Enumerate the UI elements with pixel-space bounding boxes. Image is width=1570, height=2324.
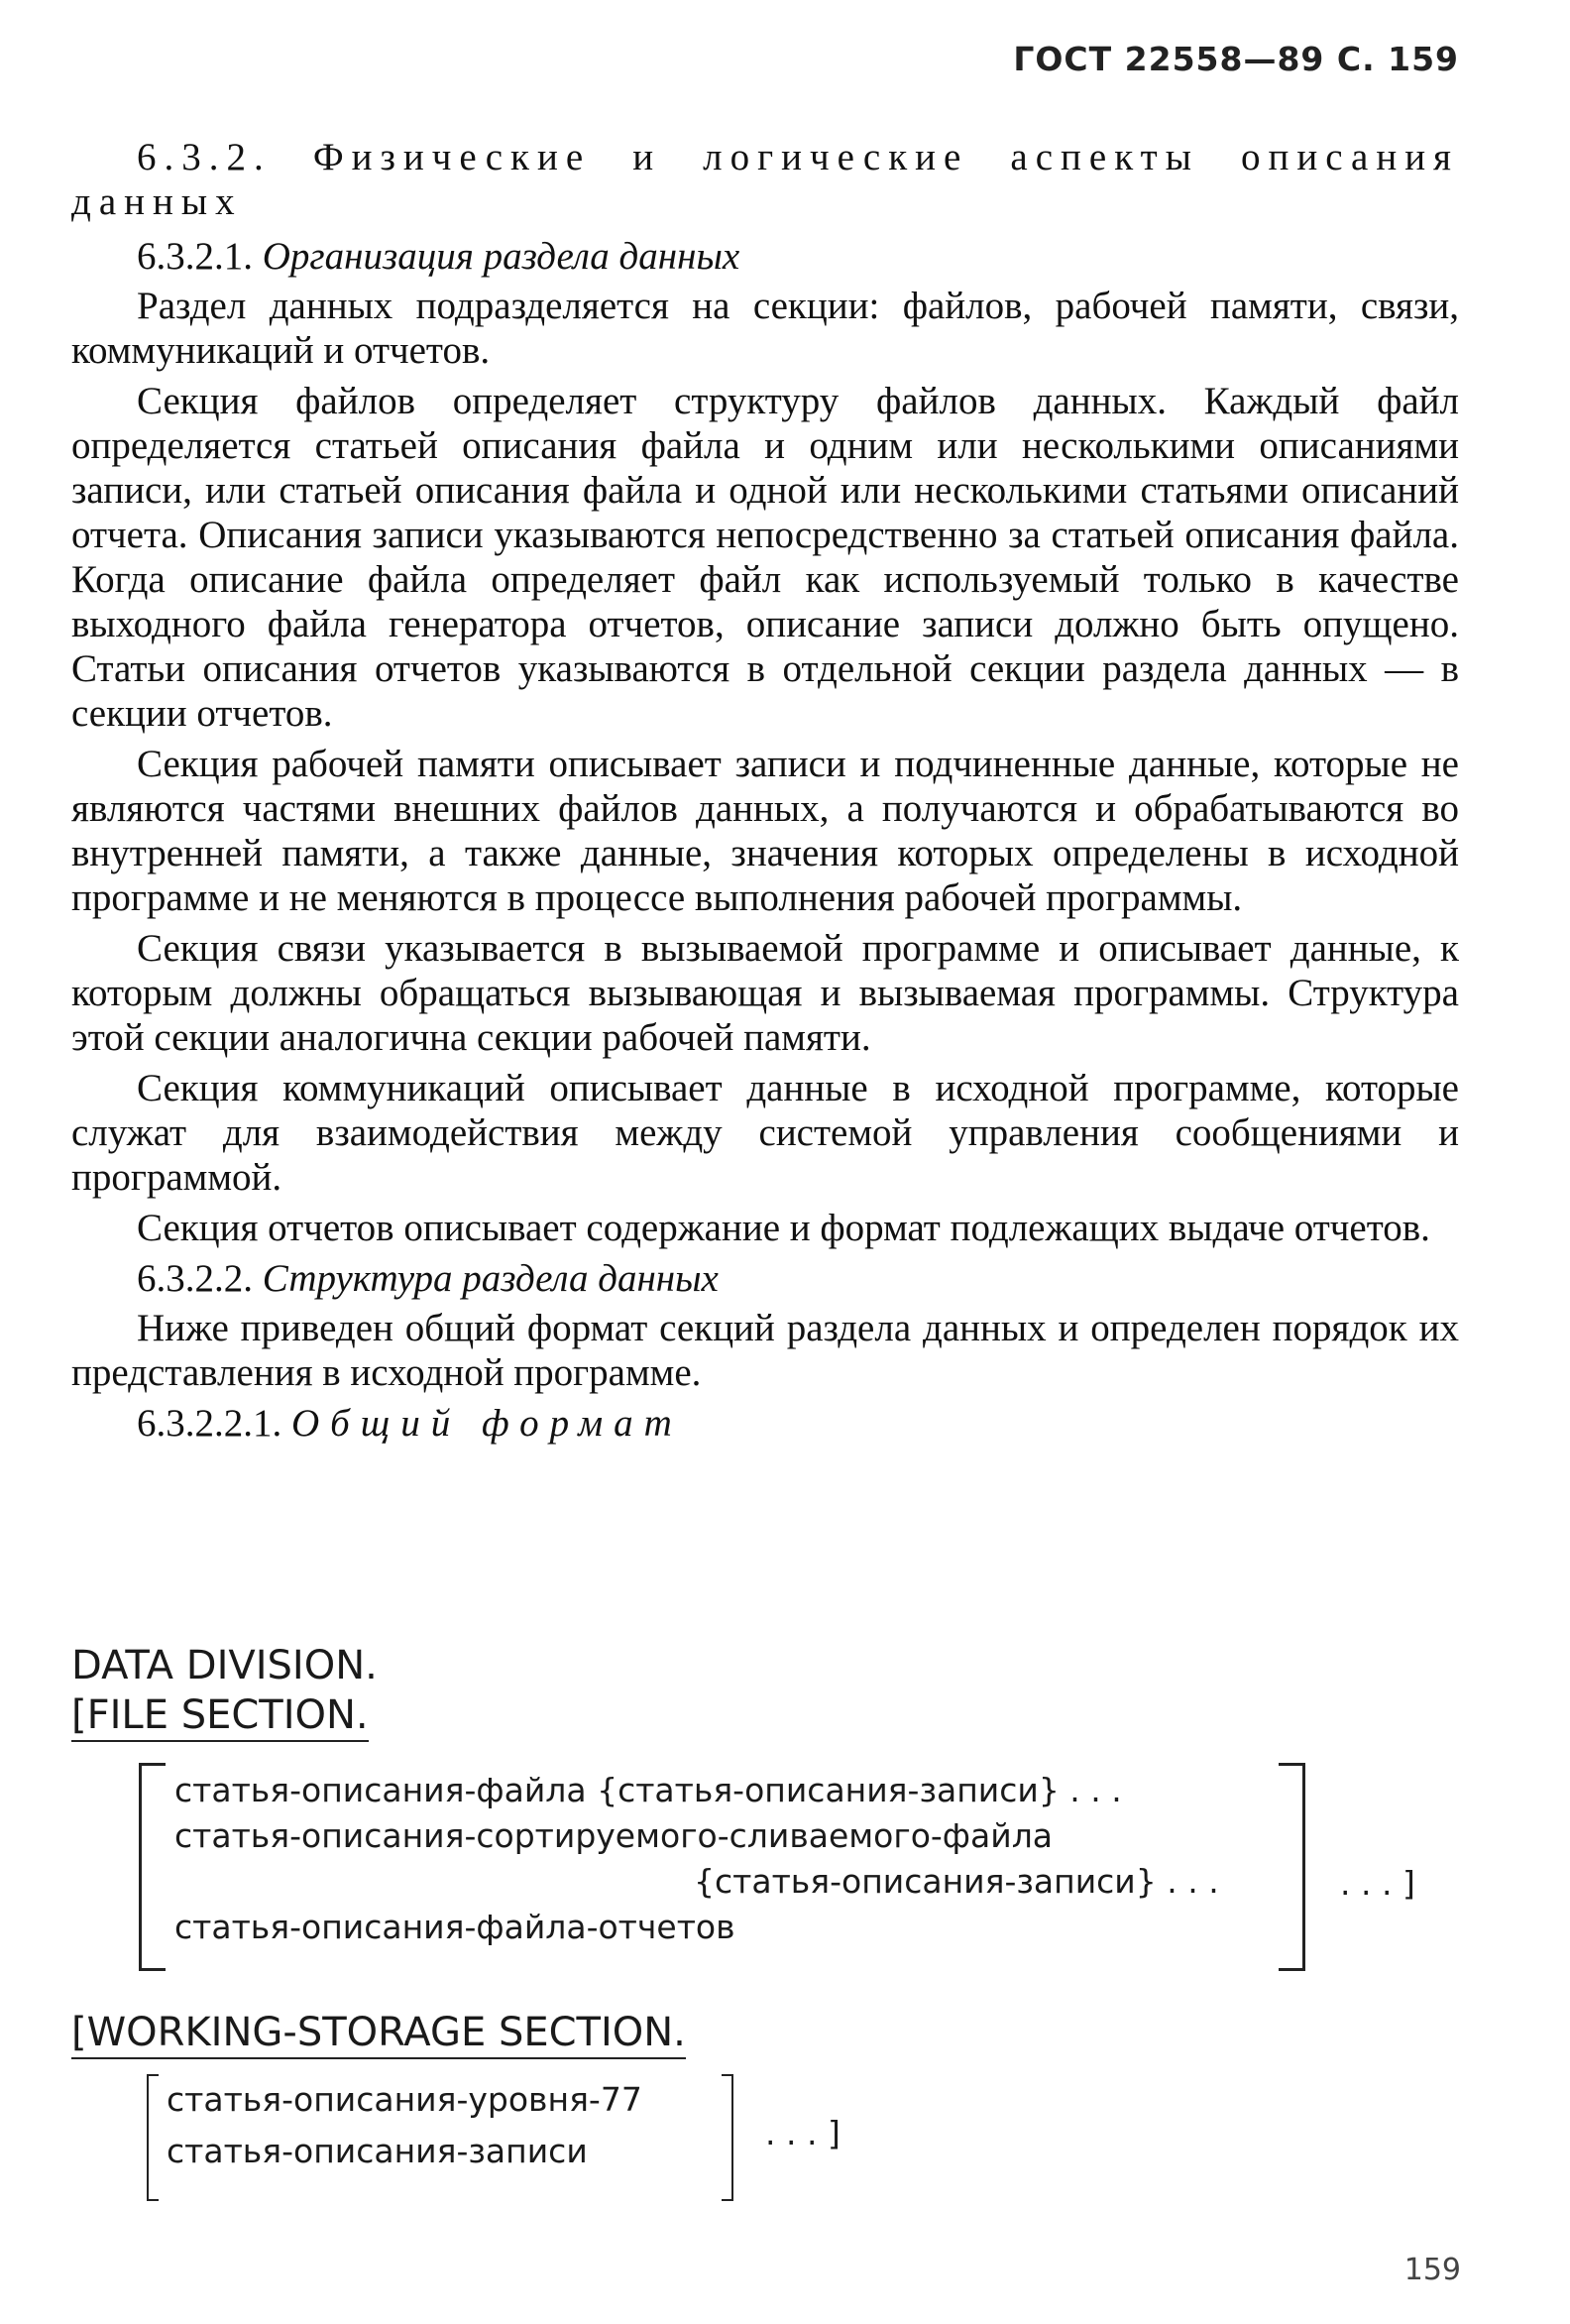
subsection-2-number: 6.3.2.2. <box>137 1257 253 1300</box>
file-right-bracket <box>1279 1763 1305 1971</box>
working-storage-keyword: WORKING-STORAGE SECTION. <box>86 2010 686 2055</box>
file-repeat-marker: . . . ] <box>1340 1864 1415 1903</box>
file-section-line <box>71 1691 369 1739</box>
file-line-2: статья-описания-сортируемого-сливаемого-файла <box>174 1816 1054 1855</box>
document-body <box>71 135 1459 1451</box>
paragraph-7: Ниже приведен общий формат секций раздела данных и определен порядок их представления в исходной программе. <box>71 1307 1459 1394</box>
subsection-3-number: 6.3.2.2.1. <box>137 1402 282 1445</box>
section-number: 6.3.2. <box>137 136 272 178</box>
page-header: ГОСТ 22558—89 С. 159 <box>1013 40 1459 78</box>
file-section-underline <box>71 1692 369 1742</box>
section-heading <box>71 135 1459 224</box>
paragraph-5: Секция коммуникаций описывает данные в исходной программе, которые служат для взаимодействия между системой управления сообщениями и программой. <box>71 1067 1459 1199</box>
ws-left-bracket <box>147 2074 159 2201</box>
ws-line-2: статья-описания-записи <box>167 2132 588 2170</box>
subsection-heading-2 <box>71 1256 1459 1302</box>
page-number: 159 <box>1403 2253 1461 2287</box>
working-storage-open-bracket: [ <box>71 2010 87 2055</box>
ws-repeat-marker: . . . ] <box>765 2114 841 2152</box>
subsection-2-title: Структура раздела данных <box>262 1257 719 1300</box>
subsection-heading-1 <box>71 234 1459 280</box>
paragraph-1: Раздел данных подразделяется на секции: файлов, рабочей памяти, связи, коммуникаций и отчетов. <box>71 285 1459 372</box>
file-left-bracket <box>139 1763 166 1971</box>
paragraph-2: Секция файлов определяет структуру файлов данных. Каждый файл определяется статьей описания файла и одним или несколькими описаниями записи, или статьей описания файла и одной или несколькими статьями описаний отчета. Описания записи указываются непосредственно за статьей описания файла. Когда описание файла определяет файл как используемый только в качестве выходного файла генератора отчетов, описание записи должно быть опущено. Статьи описания отчетов указываются в отдельной секции раздела данных — в секции отчетов. <box>71 380 1459 735</box>
file-line-1: статья-описания-файла {статья-описания-записи} . . . <box>174 1771 1122 1809</box>
subsection-1-number: 6.3.2.1. <box>137 235 253 278</box>
ws-line-1: статья-описания-уровня-77 <box>167 2080 642 2119</box>
subsection-3-title: Общий формат <box>291 1402 683 1445</box>
paragraph-6: Секция отчетов описывает содержание и формат подлежащих выдаче отчетов. <box>137 1207 1430 1249</box>
file-section-open-bracket: [ <box>71 1692 87 1738</box>
working-storage-underline <box>71 2010 686 2059</box>
subsection-1-title: Организация раздела данных <box>262 235 740 278</box>
file-section-keyword: FILE SECTION. <box>86 1692 369 1738</box>
subsection-heading-3 <box>71 1401 1459 1447</box>
file-line-4: статья-описания-файла-отчетов <box>174 1908 735 1946</box>
data-division-keyword: DATA DIVISION. <box>71 1643 378 1688</box>
ws-right-bracket <box>722 2074 733 2201</box>
paragraph-4: Секция связи указывается в вызываемой программе и описывает данные, к которым должны обращаться вызывающая и вызываемая программы. Структура этой секции аналогична секции рабочей памяти. <box>71 927 1459 1059</box>
paragraph-3: Секция рабочей памяти описывает записи и подчиненные данные, которые не являются частями внешних файлов данных, а получаются и обрабатываются во внутренней памяти, а также данные, значения которых определены в исходной программе и не меняются в процессе выполнения рабочей программы. <box>71 743 1459 919</box>
section-title: Физические и логические аспекты описания данных <box>71 136 1459 223</box>
file-line-3: {статья-описания-записи} . . . <box>694 1862 1219 1901</box>
working-storage-line <box>71 2009 686 2056</box>
